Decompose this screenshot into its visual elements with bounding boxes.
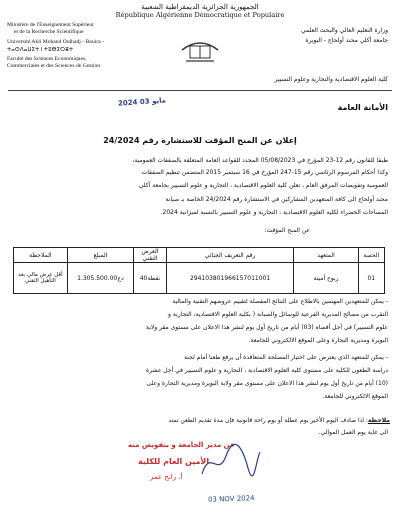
ministry-fr-1: Ministère de l'Enseignement Supérieur bbox=[7, 22, 94, 28]
cell-lot: 01 bbox=[358, 263, 384, 294]
note-line-2: الى غاية يوم العمل الموالي. bbox=[318, 429, 388, 436]
cell-tax-id: 294103801966157011001 bbox=[166, 263, 294, 294]
cell-amount: 1.305.500.00دج bbox=[67, 263, 133, 294]
header-divider bbox=[8, 90, 392, 91]
notice-title: إعلان عن المنح المؤقت للاستشارة رقم 24/2024 bbox=[103, 136, 297, 145]
section-title: الأمانة العامة bbox=[337, 103, 388, 112]
header-lot: الحصة bbox=[358, 248, 384, 263]
paragraph-line: - يمكن للمتعهدين المهتمين بالاطلاع على النتائج المفصلة لتقييم عروضهم التقنية والمالية bbox=[172, 298, 388, 305]
award-table bbox=[13, 247, 385, 294]
paragraph-line: علوم التسيير) في أجل أقصاه (03) أيام من تاريخ أول يوم لنشر هذا الاعلان على مستوى مقر ولاية bbox=[145, 324, 388, 331]
signature-line-3: أ. رابح عمر bbox=[150, 473, 183, 481]
header-tax-id: رقم التعريف الجبائي bbox=[166, 248, 294, 263]
faculty-fr-1: Faculté des Sciences Economiques, bbox=[7, 56, 87, 62]
paragraph-line: الموقع الالكتروني للجامعة. bbox=[322, 393, 388, 400]
paragraph-line: طبقا للقانون رقم 12-23 المؤرخ في 05/08/2023 المحدد للقواعد العامة المتعلقة بالصفقات العمومية، bbox=[132, 157, 388, 164]
cell-note: أقل عرض مالي بعد التأهيل التقني bbox=[14, 263, 68, 294]
note-text: : اذا صادف اليوم الأخير يوم عطلة أو يوم راحة قانونية فإن مدة تقديم الطعن تمتد bbox=[168, 417, 368, 424]
paragraph-line: وكذا أحكام المرسوم الرئاسي رقم 15-247 المؤرخ في 16 سبتمبر 2015 المتضمن تنظيم الصفقات bbox=[141, 169, 388, 176]
header-amount: المبلغ bbox=[67, 248, 133, 263]
university-tifinagh: ⵜⴰⵙⴷⴰⵡⵉⵜ ⵏ ⵜⵓⴱⵉⵔⴻⵜ bbox=[7, 47, 74, 53]
table-header-row bbox=[14, 248, 385, 263]
paragraph-line: العمومية وتفويضات المرفق العام ، تعلن كلية العلوم الاقتصادية ، التجارية و علوم التسيير بجامعة آكلي bbox=[138, 182, 388, 189]
paragraph-line: - يمكن للمتعهد الذي يعترض على اختيار المصلحة المتعاقدة أن يرفع طعنا أمام لجنة bbox=[184, 354, 388, 361]
table-row bbox=[14, 263, 385, 294]
header-bidder: المتعهد bbox=[294, 248, 358, 263]
ministry-ar: وزارة التعليم العالي والبحث العلمي bbox=[301, 27, 388, 34]
cell-technical: 40نقطة bbox=[134, 263, 167, 294]
paragraph-line: محند أولحاج الى كافة المتعهدين المشاركين في الاستشارة رقم 24/2024 الخاصة بـ صيانة bbox=[165, 196, 388, 203]
faculty-fr-2: Commerciales et des Sciences de Gestion bbox=[7, 63, 101, 69]
faculty-ar: كلية العلوم الاقتصادية والتجارية وعلوم التسيير bbox=[274, 76, 388, 83]
note-line bbox=[168, 418, 390, 424]
paragraph-line: (10) أيام من تاريخ أول يوم لنشر هذا الاعلان على مستوى مقر ولاية البويرة ومديرية التجارة وعلى bbox=[146, 380, 388, 387]
bottom-date-stamp: 03 NOV 2024 bbox=[207, 494, 255, 504]
ministry-fr-2: et de la Recherche Scientifique bbox=[14, 29, 84, 35]
country-ar: الجمهورية الجزائرية الديمقراطية الشعبية bbox=[141, 3, 259, 11]
paragraph-line: البويرة ومديرية التجارة وعلى الموقع الالكتروني للجامعة. bbox=[248, 337, 388, 344]
university-fr: Université Akli Mohand Oulhadj - Bouira - bbox=[7, 39, 104, 45]
date-stamp: 2024 مايو 03 bbox=[117, 96, 167, 108]
note-label: ملاحظة bbox=[367, 417, 390, 424]
paragraph-line: التقرب من مصالح المديرية الفرعية للوسائل والصيانة ( بكلية العلوم الاقتصادية، التجارية و bbox=[168, 311, 388, 318]
header-technical: العرض التقني bbox=[134, 248, 167, 263]
paragraph-line: المساحات الخضراء لكلية العلوم الاقتصادية ، التجارية و علوم التسيير بالنسبة لميزانية 2024. bbox=[160, 209, 388, 216]
signature-scribble-icon bbox=[196, 438, 264, 484]
university-ar: جامعة أكلي محند أولحاج - البويرة bbox=[305, 37, 388, 44]
paragraph-line: دراسة الطعون للكلية على مستوى كلية العلوم الاقتصادية ، التجارية و علوم التسيير في أجل عشرة bbox=[146, 367, 388, 374]
cell-bidder: ربوح أمينة bbox=[294, 263, 358, 294]
country-fr: République Algérienne Démocratique et Populaire bbox=[115, 11, 285, 19]
signature-line-2: الأمين العام للكلية bbox=[138, 457, 210, 466]
header-note: الملاحظة bbox=[14, 248, 68, 263]
university-logo-icon bbox=[176, 30, 224, 66]
signature-line-1: عن مدير الجامعة و بتفويض منه bbox=[128, 441, 235, 449]
table-intro: عن المنح المؤقت: bbox=[264, 227, 310, 234]
